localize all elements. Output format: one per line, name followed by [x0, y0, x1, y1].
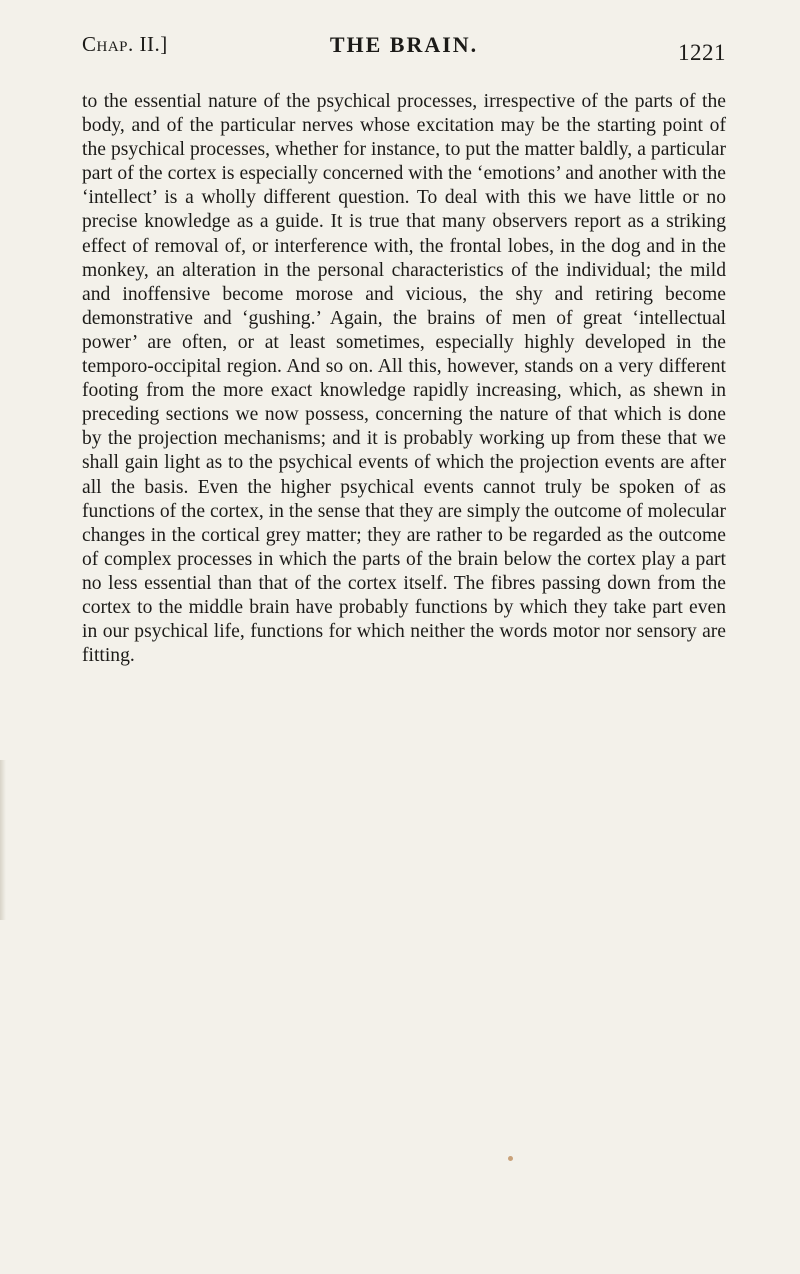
- page-title: THE BRAIN.: [329, 32, 479, 57]
- page-number: 1221: [678, 40, 726, 65]
- page-edge-shadow: [0, 760, 6, 920]
- stray-mark-decoration: [508, 1156, 513, 1161]
- body-paragraph: to the essential nature of the psychical processes, irrespective of the parts of the body, and of the particular nerves whose excitation may be the starting point of the psychical processes, whether for instance, to put the matter baldly, a particular part of the cortex is especially concerned with the ‘emotions’ and another with the ‘intellect’ is a wholly different question. To deal with this we have little or no precise knowledge as a guide. It is true that many observers report as a striking effect of removal of, or interference with, the frontal lobes, in the dog and in the monkey, an alteration in the personal characteristics of the individual; the mild and inoffensive become morose and vicious, the shy and retiring become demonstrative and ‘gushing.’ Again, the brains of men of great ‘intellectual power’ are often, or at least sometimes, especially highly developed in the temporo-occipital region. And so on. All this, however, stands on a very different footing from the more exact knowledge rapidly increasing, which, as shewn in preceding sections we now possess, concerning the nature of that which is done by the projection mechanisms; and it is probably working up from these that we shall gain light as to the psychical events of which the projection events are after all the basis. Even the higher psychical events cannot truly be spoken of as functions of the cortex, in the sense that they are simply the outcome of molecular changes in the cortical grey matter; they are rather to be regarded as the outcome of complex processes in which the parts of the brain below the cortex play a part no less essential than that of the cortex itself. The fibres passing down from the cortex to the middle brain have probably functions by which they take part even in our psychical life, functions for which neither the words motor nor sensory are fitting.: [82, 91, 726, 667]
- chapter-label: Chap. II.]: [82, 32, 168, 56]
- running-head: [82, 22, 726, 65]
